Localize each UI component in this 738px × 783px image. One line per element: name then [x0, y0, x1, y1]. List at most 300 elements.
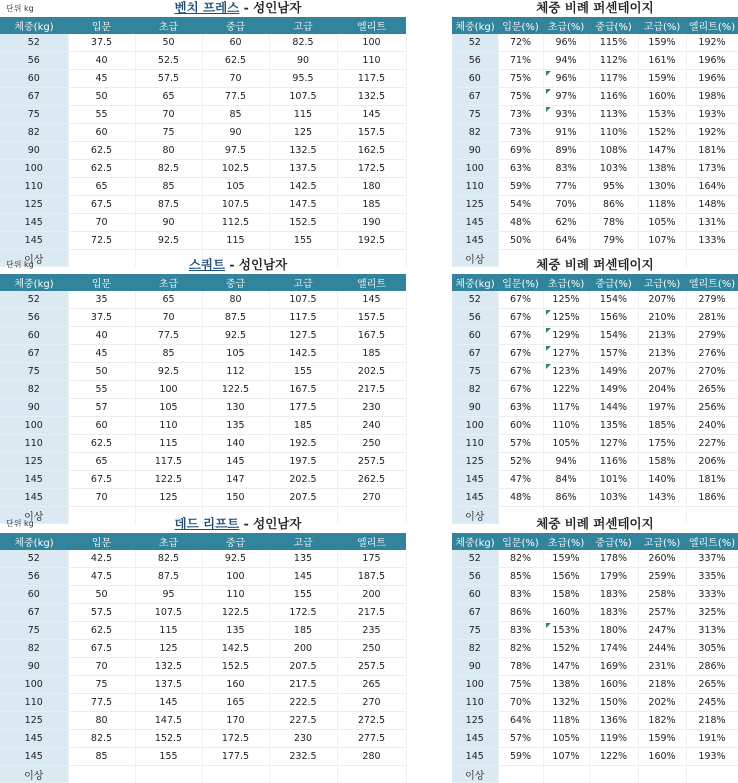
header-row [452, 17, 738, 34]
value-cell: 85% [498, 568, 543, 586]
value-cell: 115% [589, 34, 638, 52]
table-row [452, 712, 738, 730]
weight-cell: 67 [452, 604, 498, 622]
table-row [452, 309, 738, 327]
value-cell: 142.5 [202, 640, 269, 658]
value-cell: 125% [543, 291, 589, 309]
value-cell: 175% [638, 435, 686, 453]
value-cell: 190 [337, 214, 406, 232]
value-cell: 110 [135, 417, 202, 435]
column-header: 중급(%) [589, 533, 638, 550]
value-cell: 100 [337, 34, 406, 52]
value-cell: 112.5 [202, 214, 269, 232]
value-cell: 52.5 [135, 52, 202, 70]
table-row [452, 550, 738, 568]
value-cell: 142.5 [269, 178, 337, 196]
value-cell: 230 [337, 399, 406, 417]
value-cell: 117.5 [135, 453, 202, 471]
value-cell: 333% [686, 586, 738, 604]
value-cell: 80 [202, 291, 269, 309]
weight-cell: 60 [452, 70, 498, 88]
value-cell: 57 [68, 399, 135, 417]
value-cell: 90 [202, 124, 269, 142]
weight-cell: 145 [452, 748, 498, 766]
value-cell: 85 [68, 748, 135, 766]
value-cell: 198% [686, 88, 738, 106]
weight-cell: 90 [452, 399, 498, 417]
value-cell: 52% [498, 453, 543, 471]
value-cell: 132.5 [269, 142, 337, 160]
weight-cell: 82 [0, 124, 68, 142]
value-cell: 145 [337, 106, 406, 124]
value-cell: 165 [202, 694, 269, 712]
value-cell: 337% [686, 550, 738, 568]
value-cell: 202.5 [269, 471, 337, 489]
value-cell: 279% [686, 291, 738, 309]
exercise-name: 데드 리프트 [174, 516, 240, 531]
value-cell: 45 [68, 345, 135, 363]
table-row [452, 676, 738, 694]
value-cell: 217.5 [337, 381, 406, 399]
value-cell: 272.5 [337, 712, 406, 730]
value-cell: 115 [202, 232, 269, 250]
value-cell: 145 [337, 291, 406, 309]
value-cell: 217.5 [269, 676, 337, 694]
value-cell: 125 [269, 124, 337, 142]
value-cell: 149% [589, 363, 638, 381]
value-cell: 37.5 [68, 34, 135, 52]
table-row [452, 106, 738, 124]
value-cell: 112 [202, 363, 269, 381]
above-label: 이상 [0, 250, 68, 267]
header-row [0, 17, 406, 34]
weight-cell: 56 [452, 52, 498, 70]
value-cell: 50 [135, 34, 202, 52]
value-cell: 71% [498, 52, 543, 70]
table-row [0, 766, 406, 783]
column-header: 엘리트(%) [686, 533, 738, 550]
column-header: 중급 [202, 533, 269, 550]
value-cell: 117% [589, 70, 638, 88]
column-header: 체중(kg) [0, 533, 68, 550]
column-header: 초급(%) [543, 533, 589, 550]
value-cell: 118% [543, 712, 589, 730]
value-cell: 85 [135, 345, 202, 363]
exercise-name: 벤치 프레스 [174, 0, 240, 15]
value-cell: 196% [686, 70, 738, 88]
value-cell: 186% [686, 489, 738, 507]
weight-cell: 145 [452, 232, 498, 250]
table-row [0, 640, 406, 658]
weight-cell: 75 [452, 363, 498, 381]
value-cell: 187.5 [337, 568, 406, 586]
value-cell: 167.5 [337, 327, 406, 345]
weight-cell: 145 [0, 489, 68, 507]
value-cell: 92.5 [135, 232, 202, 250]
value-cell: 240% [686, 417, 738, 435]
weight-table [0, 533, 407, 783]
table-row [0, 70, 406, 88]
value-cell: 150 [202, 489, 269, 507]
value-cell: 55 [68, 381, 135, 399]
table-row [0, 160, 406, 178]
empty-cell [543, 766, 589, 783]
value-cell: 325% [686, 604, 738, 622]
table-row [0, 214, 406, 232]
value-cell: 160% [543, 604, 589, 622]
value-cell: 173% [686, 160, 738, 178]
value-cell: 107.5 [269, 88, 337, 106]
value-cell: 200 [337, 586, 406, 604]
value-cell: 125 [135, 640, 202, 658]
value-cell: 147 [202, 471, 269, 489]
value-cell: 207% [638, 363, 686, 381]
empty-cell [337, 766, 406, 783]
weight-cell: 56 [0, 309, 68, 327]
weight-cell: 90 [0, 658, 68, 676]
table-row [0, 730, 406, 748]
weight-cell: 60 [452, 327, 498, 345]
value-cell: 37.5 [68, 309, 135, 327]
weight-cell: 100 [452, 160, 498, 178]
value-cell: 75 [68, 676, 135, 694]
value-cell: 80 [135, 142, 202, 160]
value-cell: 160% [589, 676, 638, 694]
value-cell: 92.5 [202, 550, 269, 568]
above-label: 이상 [452, 250, 498, 267]
column-header: 중급 [202, 17, 269, 34]
table-row [0, 124, 406, 142]
weight-cell: 145 [0, 748, 68, 766]
value-cell: 96% [543, 34, 589, 52]
value-cell: 70 [68, 214, 135, 232]
table-row [452, 730, 738, 748]
table-row [452, 694, 738, 712]
weight-cell: 52 [0, 291, 68, 309]
value-cell: 133% [686, 232, 738, 250]
table-row [452, 52, 738, 70]
column-header: 체중(kg) [0, 17, 68, 34]
column-header: 중급(%) [589, 17, 638, 34]
value-cell: 227% [686, 435, 738, 453]
value-cell: 157.5 [337, 309, 406, 327]
value-cell: 259% [638, 568, 686, 586]
value-cell: 75 [135, 124, 202, 142]
value-cell: 213% [638, 345, 686, 363]
empty-cell [269, 766, 337, 783]
value-cell: 64% [498, 712, 543, 730]
value-cell: 84% [543, 471, 589, 489]
table-row [452, 489, 738, 507]
value-cell: 105 [202, 345, 269, 363]
table-row [452, 363, 738, 381]
value-cell: 69% [498, 142, 543, 160]
table-row [0, 586, 406, 604]
value-cell: 130 [202, 399, 269, 417]
value-cell: 150% [589, 694, 638, 712]
table-row [0, 658, 406, 676]
value-cell: 335% [686, 568, 738, 586]
value-cell: 107.5 [202, 196, 269, 214]
column-header: 고급 [269, 533, 337, 550]
value-cell: 117% [543, 399, 589, 417]
value-cell: 262.5 [337, 471, 406, 489]
column-header: 엘리트 [337, 17, 406, 34]
value-cell: 137.5 [269, 160, 337, 178]
value-cell: 175 [337, 550, 406, 568]
value-cell: 183% [589, 604, 638, 622]
value-cell: 153% [543, 622, 589, 640]
weight-cell: 82 [0, 640, 68, 658]
table-row [452, 453, 738, 471]
above-label: 이상 [0, 507, 68, 524]
table-row [0, 232, 406, 250]
weight-cell: 75 [0, 363, 68, 381]
value-cell: 217.5 [337, 604, 406, 622]
value-cell: 72% [498, 34, 543, 52]
table-row [0, 309, 406, 327]
value-cell: 87.5 [135, 196, 202, 214]
weight-cell: 110 [0, 694, 68, 712]
value-cell: 256% [686, 399, 738, 417]
value-cell: 185 [337, 196, 406, 214]
value-cell: 60 [68, 417, 135, 435]
table-row [0, 52, 406, 70]
value-cell: 235 [337, 622, 406, 640]
table-row [0, 568, 406, 586]
value-cell: 196% [686, 52, 738, 70]
value-cell: 97% [543, 88, 589, 106]
value-cell: 148% [686, 196, 738, 214]
table-row [452, 399, 738, 417]
value-cell: 157% [589, 345, 638, 363]
value-cell: 78% [498, 658, 543, 676]
table-row [0, 676, 406, 694]
title-suffix: - 성인남자 [239, 516, 302, 531]
weight-cell: 56 [452, 568, 498, 586]
value-cell: 82% [498, 640, 543, 658]
value-cell: 122.5 [135, 471, 202, 489]
value-cell: 145 [135, 694, 202, 712]
value-cell: 181% [686, 471, 738, 489]
value-cell: 191% [686, 730, 738, 748]
value-cell: 77% [543, 178, 589, 196]
value-cell: 280 [337, 748, 406, 766]
value-cell: 270% [686, 363, 738, 381]
value-cell: 155 [269, 232, 337, 250]
value-cell: 95 [135, 586, 202, 604]
value-cell: 42.5 [68, 550, 135, 568]
value-cell: 65 [68, 178, 135, 196]
table-row [0, 88, 406, 106]
weight-cell: 52 [452, 34, 498, 52]
value-cell: 117.5 [269, 309, 337, 327]
value-cell: 125 [135, 489, 202, 507]
value-cell: 172.5 [269, 604, 337, 622]
deadlift-title [70, 516, 406, 532]
value-cell: 161% [638, 52, 686, 70]
value-cell: 59% [498, 178, 543, 196]
table-row [452, 196, 738, 214]
value-cell: 48% [498, 214, 543, 232]
value-cell: 247% [638, 622, 686, 640]
value-cell: 138% [543, 676, 589, 694]
column-header: 체중(kg) [452, 533, 498, 550]
value-cell: 95% [589, 178, 638, 196]
weight-cell: 60 [0, 70, 68, 88]
weight-table [0, 17, 407, 267]
value-cell: 70 [135, 106, 202, 124]
column-header: 고급(%) [638, 533, 686, 550]
value-cell: 152% [543, 640, 589, 658]
weight-cell: 56 [452, 309, 498, 327]
value-cell: 130% [638, 178, 686, 196]
value-cell: 200 [269, 640, 337, 658]
column-header: 고급(%) [638, 274, 686, 291]
value-cell: 159% [638, 34, 686, 52]
weight-cell: 145 [452, 471, 498, 489]
value-cell: 147.5 [269, 196, 337, 214]
weight-cell: 75 [0, 106, 68, 124]
value-cell: 110 [202, 586, 269, 604]
column-header: 입문 [68, 17, 135, 34]
value-cell: 240 [337, 417, 406, 435]
weight-cell: 52 [452, 291, 498, 309]
value-cell: 97.5 [202, 142, 269, 160]
weight-cell: 90 [0, 399, 68, 417]
value-cell: 59% [498, 748, 543, 766]
value-cell: 122% [589, 748, 638, 766]
value-cell: 110 [337, 52, 406, 70]
column-header: 중급(%) [589, 274, 638, 291]
value-cell: 147% [543, 658, 589, 676]
value-cell: 192.5 [337, 232, 406, 250]
value-cell: 145 [269, 568, 337, 586]
value-cell: 105 [202, 178, 269, 196]
table-row [0, 604, 406, 622]
squat-title [70, 257, 406, 273]
empty-cell [68, 766, 135, 783]
value-cell: 77.5 [68, 694, 135, 712]
value-cell: 62.5 [68, 142, 135, 160]
value-cell: 80 [68, 712, 135, 730]
value-cell: 157.5 [337, 124, 406, 142]
column-header: 입문(%) [498, 533, 543, 550]
table-row [452, 214, 738, 232]
value-cell: 231% [638, 658, 686, 676]
value-cell: 92.5 [135, 363, 202, 381]
table-row [0, 489, 406, 507]
weight-cell: 110 [0, 178, 68, 196]
value-cell: 77.5 [135, 327, 202, 345]
value-cell: 159% [543, 550, 589, 568]
value-cell: 82.5 [269, 34, 337, 52]
value-cell: 286% [686, 658, 738, 676]
empty-cell [589, 766, 638, 783]
weight-cell: 82 [0, 381, 68, 399]
value-cell: 83% [498, 586, 543, 604]
value-cell: 90 [135, 214, 202, 232]
value-cell: 118% [638, 196, 686, 214]
value-cell: 158% [638, 453, 686, 471]
value-cell: 62.5 [68, 435, 135, 453]
value-cell: 260% [638, 550, 686, 568]
weight-cell: 67 [0, 345, 68, 363]
value-cell: 132.5 [337, 88, 406, 106]
column-header: 중급 [202, 274, 269, 291]
value-cell: 123% [543, 363, 589, 381]
value-cell: 122.5 [202, 381, 269, 399]
table-row [452, 471, 738, 489]
value-cell: 140% [638, 471, 686, 489]
value-cell: 116% [589, 88, 638, 106]
value-cell: 48% [498, 489, 543, 507]
unit-label: 단위 kg [6, 4, 34, 13]
above-label: 이상 [452, 507, 498, 524]
weight-cell: 60 [0, 327, 68, 345]
value-cell: 60 [68, 124, 135, 142]
value-cell: 57% [498, 435, 543, 453]
value-cell: 132% [543, 694, 589, 712]
value-cell: 89% [543, 142, 589, 160]
value-cell: 155 [135, 748, 202, 766]
value-cell: 230 [269, 730, 337, 748]
value-cell: 72.5 [68, 232, 135, 250]
value-cell: 313% [686, 622, 738, 640]
table-row [0, 106, 406, 124]
value-cell: 85 [135, 178, 202, 196]
value-cell: 70 [135, 309, 202, 327]
value-cell: 180% [589, 622, 638, 640]
percentage-table [452, 17, 738, 267]
table-row [452, 124, 738, 142]
value-cell: 73% [498, 106, 543, 124]
value-cell: 156% [543, 568, 589, 586]
value-cell: 62.5 [68, 160, 135, 178]
value-cell: 181% [686, 142, 738, 160]
table-row [0, 622, 406, 640]
value-cell: 86% [498, 604, 543, 622]
column-header: 고급(%) [638, 17, 686, 34]
table-row [452, 34, 738, 52]
value-cell: 206% [686, 453, 738, 471]
value-cell: 152% [638, 124, 686, 142]
value-cell: 78% [589, 214, 638, 232]
value-cell: 152.5 [202, 658, 269, 676]
value-cell: 119% [589, 730, 638, 748]
value-cell: 107% [638, 232, 686, 250]
value-cell: 100 [202, 568, 269, 586]
empty-cell [202, 766, 269, 783]
value-cell: 145 [202, 453, 269, 471]
column-header: 체중(kg) [452, 17, 498, 34]
weight-cell: 90 [0, 142, 68, 160]
value-cell: 57.5 [68, 604, 135, 622]
value-cell: 160% [638, 748, 686, 766]
above-label: 이상 [0, 766, 68, 783]
value-cell: 197.5 [269, 453, 337, 471]
value-cell: 185 [337, 345, 406, 363]
column-header: 엘리트 [337, 274, 406, 291]
value-cell: 192% [686, 34, 738, 52]
value-cell: 160% [638, 88, 686, 106]
column-header: 초급(%) [543, 17, 589, 34]
weight-cell: 100 [0, 417, 68, 435]
value-cell: 122.5 [202, 604, 269, 622]
value-cell: 60 [202, 34, 269, 52]
column-header: 체중(kg) [0, 274, 68, 291]
bench-press-title [70, 0, 406, 16]
